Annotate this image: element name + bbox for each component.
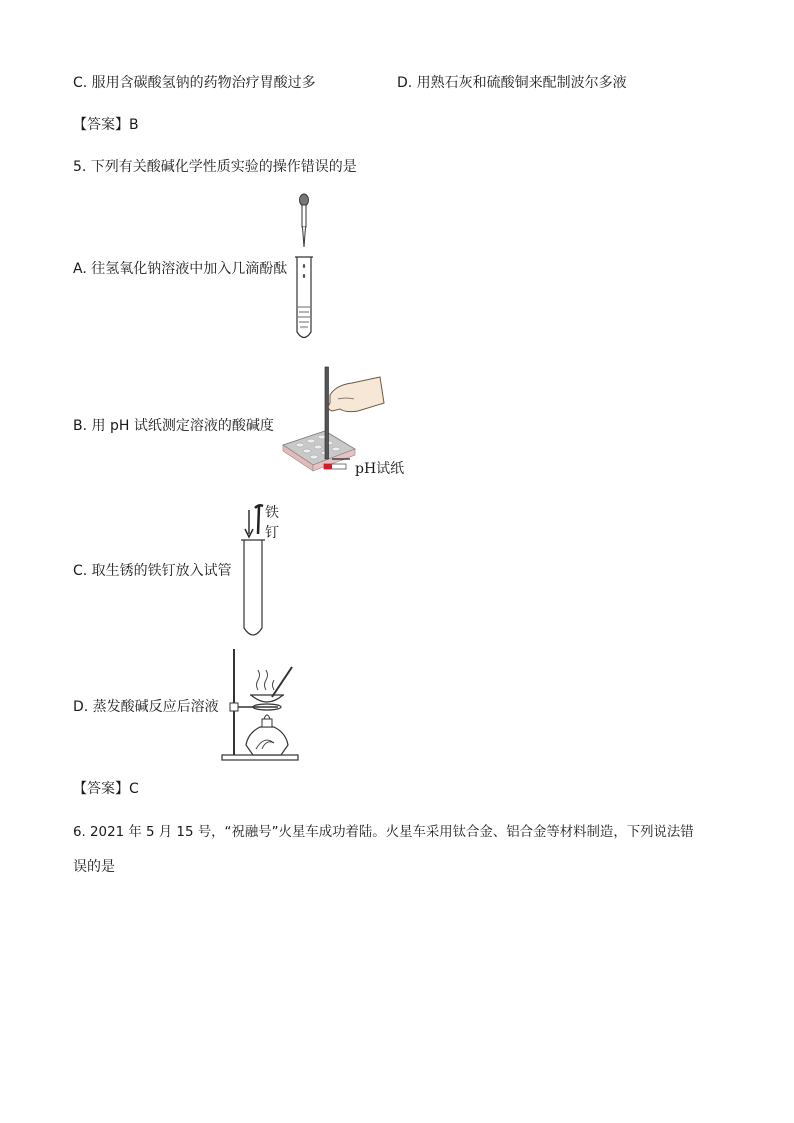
q4-option-d: D. 用熟石灰和硫酸铜来配制波尔多液 <box>397 75 627 91</box>
q6-stem-line1: 6. 2021 年 5 月 15 号，“祝融号”火星车成功着陆。火星车采用钛合金、铝合金等材料制造，下列说法错 <box>73 825 694 840</box>
q4-option-c: C. 服用含碳酸氢钠的药物治疗胃酸过多 <box>73 75 316 91</box>
q4-answer <box>73 116 139 134</box>
evaporation-figure <box>220 645 320 767</box>
nail-label-2: 钉 <box>265 525 279 541</box>
dropper-test-tube-figure <box>288 192 328 347</box>
answer-value: C <box>129 781 139 797</box>
q5-option-b: B. 用 pH 试纸测定溶液的酸碱度 <box>73 418 274 434</box>
answer-label: 【答案】 <box>73 781 129 797</box>
q5-option-c: C. 取生锈的铁钉放入试管 <box>73 563 232 579</box>
q5-option-a: A. 往氢氧化钠溶液中加入几滴酚酞 <box>73 261 288 277</box>
q6-stem-line2: 误的是 <box>73 859 115 875</box>
ph-paper-label: pH试纸 <box>355 461 405 477</box>
q5-answer <box>73 780 139 798</box>
q5-option-d: D. 蒸发酸碱反应后溶液 <box>73 699 219 715</box>
answer-value: B <box>129 117 139 133</box>
nail-label-1: 铁 <box>265 505 279 521</box>
answer-label: 【答案】 <box>73 117 129 133</box>
q5-stem: 5. 下列有关酸碱化学性质实验的操作错误的是 <box>73 159 357 175</box>
